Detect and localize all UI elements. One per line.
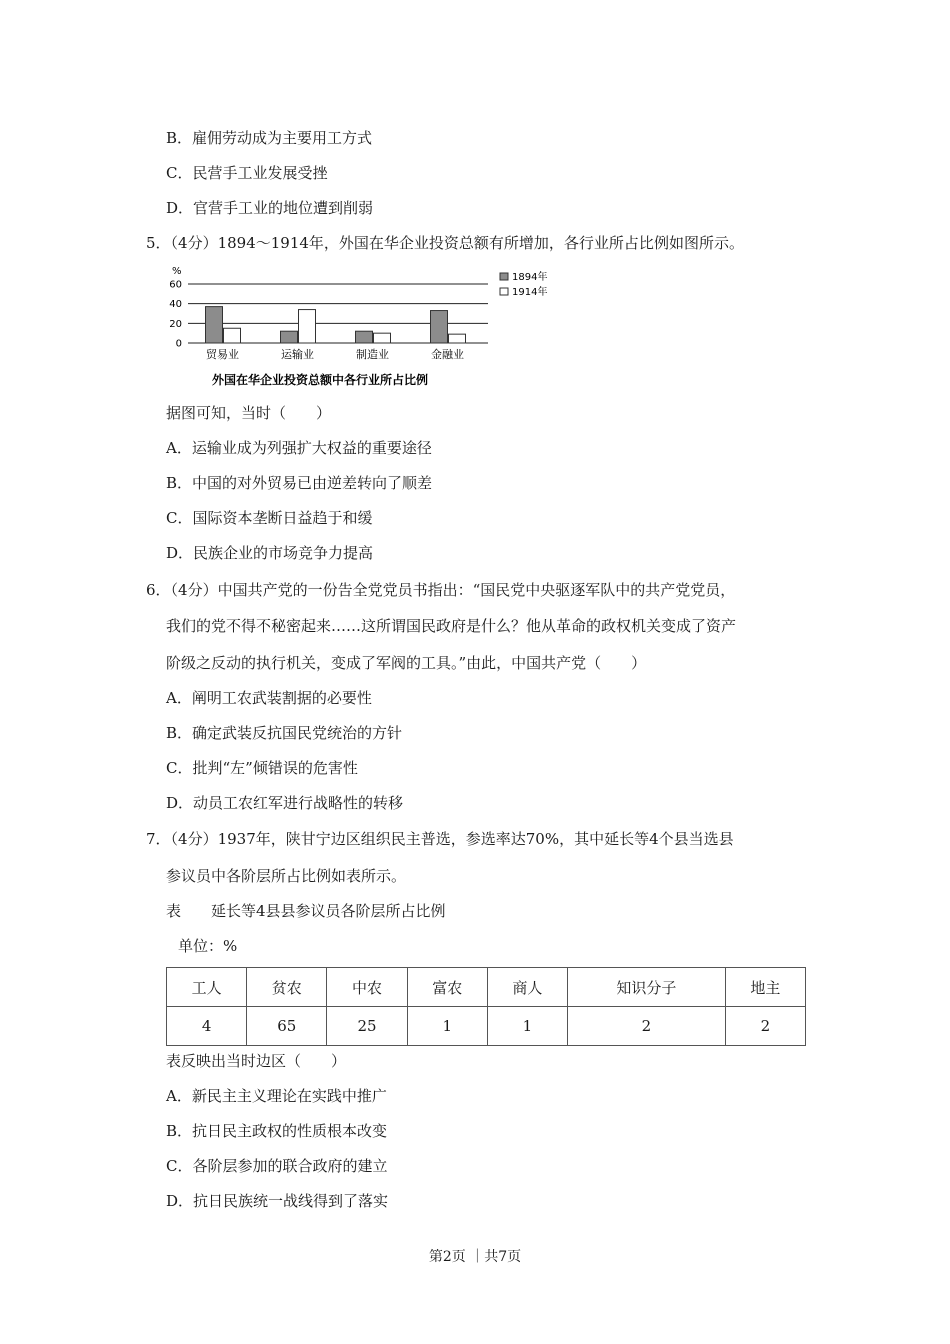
- chart-legend-swatch: [500, 273, 508, 280]
- chart-bar: [356, 331, 373, 343]
- chart-y-tick: 20: [169, 318, 182, 330]
- question-5-option-a[interactable]: A．运输业成为列强扩大权益的重要途径: [166, 439, 432, 457]
- question-7-option-c[interactable]: C．各阶层参加的联合政府的建立: [166, 1157, 388, 1175]
- question-5-option-b[interactable]: B．中国的对外贸易已由逆差转向了顺差: [166, 474, 433, 492]
- table-cell: 25: [327, 1007, 407, 1046]
- page-footer: 第2页 ｜共7页: [428, 1249, 522, 1265]
- chart-x-tick: 贸易业: [206, 348, 239, 361]
- chart-title: 外国在华企业投资总额中各行业所占比例: [211, 373, 429, 387]
- question-6-option-d[interactable]: D．动员工农红军进行战略性的转移: [166, 794, 404, 812]
- question-7-option-a[interactable]: A．新民主主义理论在实践中推广: [166, 1087, 387, 1105]
- chart-bar: [374, 333, 391, 343]
- table-cell: 2: [568, 1007, 726, 1046]
- chart-legend-swatch: [500, 288, 508, 295]
- option-c-prev: C．民营手工业发展受挫: [166, 164, 328, 182]
- question-5-option-d[interactable]: D．民族企业的市场竞争力提高: [166, 544, 374, 562]
- chart-y-tick: 40: [169, 299, 182, 311]
- chart-bar: [449, 334, 466, 343]
- chart-x-tick: 金融业: [431, 348, 464, 361]
- option-d-prev: D．官营手工业的地位遭到削弱: [166, 199, 374, 217]
- chart-y-tick: 0: [175, 338, 182, 350]
- table-row: [167, 1007, 806, 1046]
- chart-x-tick: 制造业: [356, 348, 389, 361]
- option-b-prev: B．雇佣劳动成为主要用工方式: [166, 129, 373, 147]
- question-5-prompt: 据图可知，当时（ ）: [166, 404, 332, 422]
- question-6-option-a[interactable]: A．阐明工农武装割据的必要性: [166, 689, 372, 707]
- chart-bar: [299, 310, 316, 343]
- question-6-option-c[interactable]: C．批判“左”倾错误的危害性: [166, 759, 358, 777]
- table-header-cell: 商人: [487, 968, 567, 1007]
- question-5-stem: 5．（4分）1894～1914年，外国在华企业投资总额有所增加，各行业所占比例如图所示。: [146, 234, 744, 252]
- table-header-cell: 贫农: [247, 968, 327, 1007]
- table-cell: 4: [167, 1007, 247, 1046]
- table-unit: 单位：%: [178, 937, 238, 955]
- stratum-ratio-table: [166, 967, 806, 1046]
- table-cell: 1: [407, 1007, 487, 1046]
- table-header-cell: 知识分子: [568, 968, 726, 1007]
- chart-x-tick: 运输业: [281, 348, 314, 361]
- table-cell: 65: [247, 1007, 327, 1046]
- table-header-cell: 工人: [167, 968, 247, 1007]
- chart-legend-label: 1894年: [512, 272, 548, 283]
- investment-bar-chart: [166, 262, 566, 390]
- question-6-stem-line2: 我们的党不得不秘密起来……这所谓国民政府是什么？他从革命的政权机关变成了资产: [166, 617, 737, 635]
- table-caption: 表 延长等4县县参议员各阶层所占比例: [166, 902, 446, 920]
- table-header-row: [167, 968, 806, 1007]
- table-header-cell: 富农: [407, 968, 487, 1007]
- question-7-prompt: 表反映出当时边区（ ）: [166, 1052, 347, 1070]
- chart-y-label: %: [172, 266, 182, 277]
- question-7-stem-line1: 7．（4分）1937年，陕甘宁边区组织民主普选，参选率达70%，其中延长等4个县当选县: [146, 830, 734, 848]
- table-cell: 2: [725, 1007, 805, 1046]
- chart-legend-label: 1914年: [512, 287, 548, 298]
- table-header-cell: 中农: [327, 968, 407, 1007]
- question-5-option-c[interactable]: C．国际资本垄断日益趋于和缓: [166, 509, 373, 527]
- table-header-cell: 地主: [725, 968, 805, 1007]
- chart-bar: [206, 307, 223, 343]
- chart-bar: [224, 328, 241, 343]
- question-6-option-b[interactable]: B．确定武装反抗国民党统治的方针: [166, 724, 403, 742]
- question-7-option-d[interactable]: D．抗日民族统一战线得到了落实: [166, 1192, 389, 1210]
- question-7-stem-line2: 参议员中各阶层所占比例如表所示。: [166, 867, 407, 885]
- chart-bar: [431, 311, 448, 343]
- chart-y-tick: 60: [169, 279, 182, 291]
- chart-bar: [281, 331, 298, 343]
- table-cell: 1: [487, 1007, 567, 1046]
- question-7-option-b[interactable]: B．抗日民主政权的性质根本改变: [166, 1122, 388, 1140]
- question-6-stem-line1: 6．（4分）中国共产党的一份告全党党员书指出：“国民党中央驱逐军队中的共产党党员，: [146, 581, 736, 599]
- question-6-stem-line3: 阶级之反动的执行机关，变成了军阀的工具。”由此，中国共产党（ ）: [166, 654, 647, 672]
